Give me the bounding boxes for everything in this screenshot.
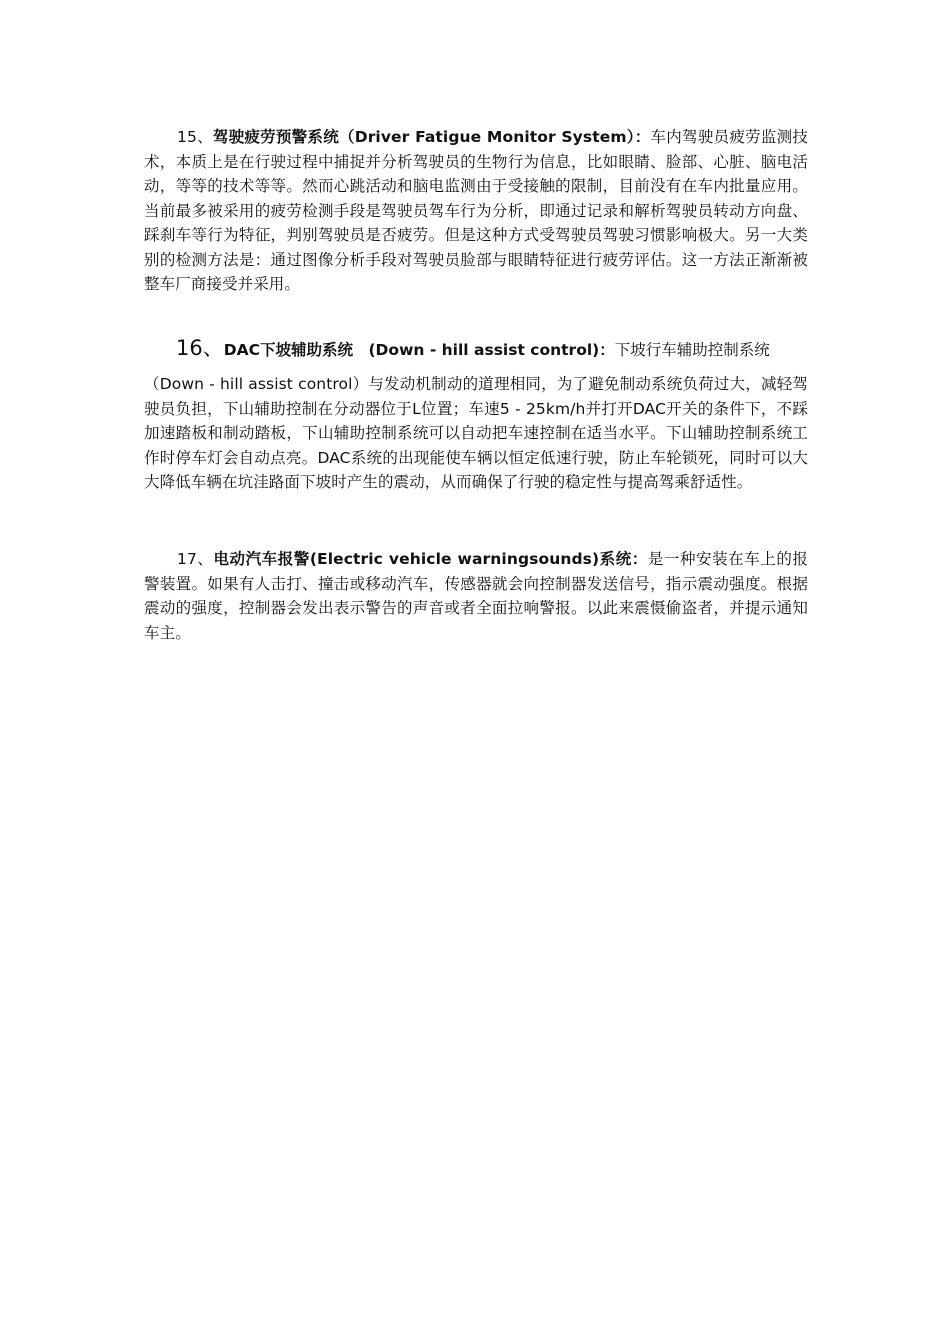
paragraph-15: [144, 125, 808, 297]
paragraph-16-body: （Down - hill assist control）与发动机制动的道理相同，为了避免制动系统负荷过大，减轻驾驶员负担，下山辅助控制在分动器位于L位置；车速5 - 25km/h并打开DAC开关的条件下，不踩加速踏板和制动踏板，下山辅助控制系统可以自动把车速控制在适当水平。下山辅助控制系统工作时停车灯会自动点亮。DAC系统的出现能使车辆以恒定低速行驶，防止车轮锁死，同时可以大大降低车辆在坑洼路面下坡时产生的震动，从而确保了行驶的稳定性与提高驾乘舒适性。: [144, 375, 808, 491]
item-title-16: DAC下坡辅助系统 (Down - hill assist control)：: [223, 341, 615, 359]
item-title-15: 驾驶疲劳预警系统（Driver Fatigue Monitor System）：: [212, 128, 651, 146]
item-body-17: 是一种安装在车上的报警装置。如果有人击打、撞击或移动汽车，传感器就会向控制器发送信号，指示震动强度。根据震动的强度，控制器会发出表示警告的声音或者全面拉响警报。以此来震慑偷盗者，并提示通知车主。: [144, 550, 808, 642]
item-title-17: 电动汽车报警(Electric vehicle warningsounds)系统：: [213, 550, 648, 568]
item-body-15: 车内驾驶员疲劳监测技术，本质上是在行驶过程中捕捉并分析驾驶员的生物行为信息，比如眼睛、脸部、心脏、脑电活动，等等的技术等等。然而心跳活动和脑电监测由于受接触的限制，目前没有在车内批量应用。当前最多被采用的疲劳检测手段是驾驶员驾车行为分析，即通过记录和解析驾驶员转动方向盘、踩刹车等行为特征，判别驾驶员是否疲劳。但是这种方式受驾驶员驾驶习惯影响极大。另一大类别的检测方法是：通过图像分析手段对驾驶员脸部与眼睛特征进行疲劳评估。这一方法正渐渐被整车厂商接受并采用。: [144, 128, 808, 293]
item-heading-tail-16: 下坡行车辅助控制系统: [614, 341, 770, 359]
paragraph-17: [144, 547, 808, 645]
item-number-17: 17、: [177, 550, 214, 568]
paragraph-16-heading: [176, 333, 816, 365]
item-number-15: 15、: [177, 128, 213, 146]
item-number-16: 16、: [176, 336, 224, 360]
